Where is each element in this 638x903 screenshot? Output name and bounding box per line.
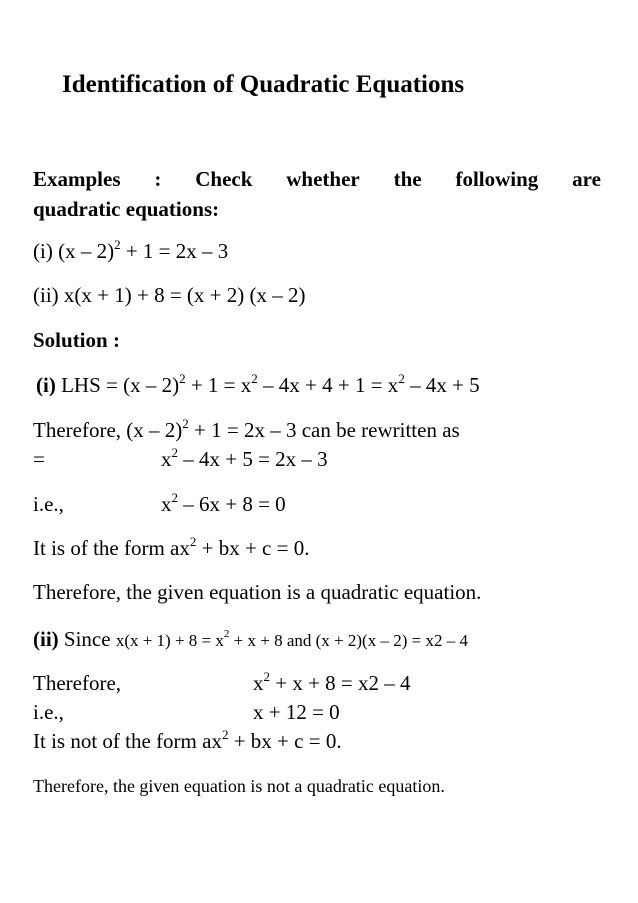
solution-ii-label: (ii) [33,627,59,651]
examples-word: Check [195,167,253,191]
example-ii: (ii) x(x + 1) + 8 = (x + 2) (x – 2) [33,283,306,307]
conclusion-1: Therefore, the given equation is a quadratic equation. [33,580,482,604]
solution-i-line: (i) LHS = $(x - 2)^2 + 1 = x^2 - 4x + 4 + 1 = x^2 - 4x + 5$ [36,371,480,397]
ie-line-2: i.e., x + 12 = 0 [33,700,340,724]
example-i: (i) (x – 2)$^2$ + 1 = 2x – 3 [33,237,229,263]
examples-intro-line [33,167,601,191]
examples-word: the [393,167,422,191]
rewrite-line: Therefore, (x – 2)$^2$ + 1 = 2x – 3 can be rewritten as [33,416,460,442]
page-title: Identification of Quadratic Equations [62,71,465,98]
ie-line-1: i.e., $x^2 - 6x + 8 = 0$ [33,490,286,516]
examples-word: whether [286,167,360,191]
conclusion-2: Therefore, the given equation is not a quadratic equation. [33,776,445,796]
examples-word: following [455,167,539,191]
form-line: It is of the form $ax^2$ + bx + c = 0. [33,534,310,560]
examples-word: : [154,167,162,191]
examples-word: Examples [33,167,121,191]
examples-word: are [572,167,601,191]
examples-intro-line2: quadratic equations: [33,197,220,221]
solution-heading: Solution : [33,328,120,352]
not-form-line: It is not of the form $ax^2$ + bx + c = 0. [33,727,342,753]
solution-ii-line: (ii) Since $x(x + 1) + 8 = x^2 + x + 8$ and (x + 2)(x – 2) = x2 – 4 [33,627,468,651]
solution-i-label: (i) [36,373,56,397]
equation-line: = $x^2 - 4x + 5 = 2x - 3$ [33,445,328,471]
therefore-line-2: Therefore, $x^2 + x + 8 = x2 - 4$ [33,669,411,695]
